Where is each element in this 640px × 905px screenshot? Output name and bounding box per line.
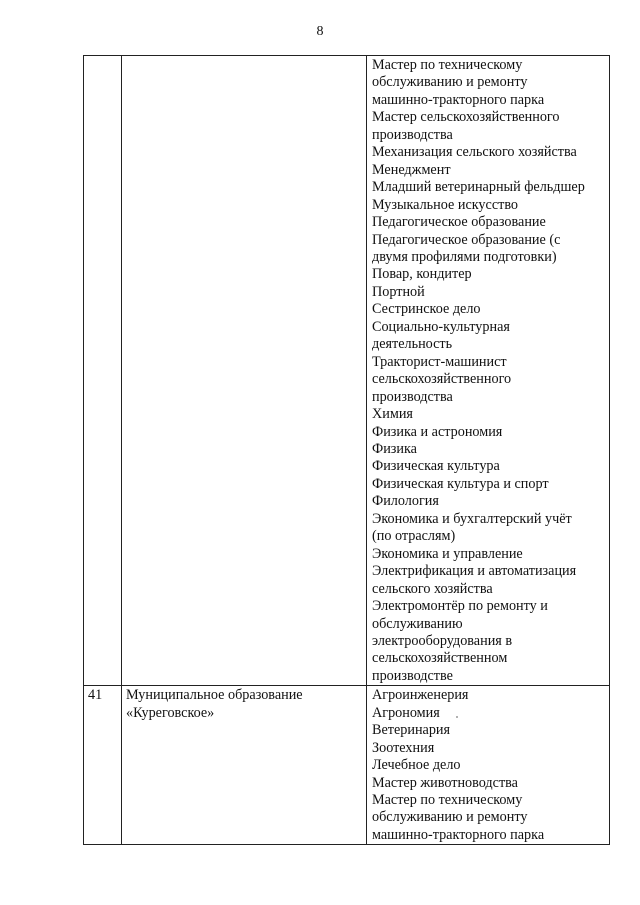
municipality-cell [122, 56, 367, 686]
row-number-cell [84, 56, 122, 686]
row-number: 41 [88, 687, 103, 704]
specialty-line: машинно-тракторного парка [372, 826, 545, 843]
specialty-line: Лечебное дело [372, 757, 461, 774]
specialty-line: Химия [372, 406, 413, 423]
specialty-line: Менеджмент [372, 161, 451, 178]
specialty-line: Механизация сельского хозяйства [372, 144, 577, 161]
specialties-table [83, 55, 610, 845]
specialty-line: деятельность [372, 336, 453, 353]
municipality-name-line: «Куреговское» [126, 704, 215, 721]
specialty-line: Тракторист-машинист [372, 353, 507, 370]
specialty-line: Физика и астрономия [372, 423, 503, 440]
specialty-line: сельского хозяйства [372, 580, 493, 597]
specialty-line: Музыкальное искусство [372, 196, 519, 213]
specialty-line: Мастер по техническому [372, 57, 523, 73]
specialty-line: машинно-тракторного парка [372, 91, 545, 108]
specialty-line: двумя профилями подготовки) [372, 248, 557, 265]
specialty-line: сельскохозяйственном [372, 650, 508, 667]
page-number: 8 [316, 24, 324, 39]
specialty-line: Экономика и управление [372, 545, 523, 562]
specialty-line: Мастер по техническому [372, 792, 523, 809]
specialty-line: производства [372, 126, 453, 143]
specialty-line: Электромонтёр по ремонту и [372, 598, 548, 615]
specialty-line: Физика [372, 440, 417, 457]
row-number-cell [84, 686, 122, 845]
specialties-cell [367, 56, 610, 686]
specialty-line: Социально-культурная [372, 318, 510, 335]
specialty-line: обслуживанию и ремонту [372, 809, 528, 826]
municipality-name-line: Муниципальное образование [126, 687, 303, 704]
table-row [84, 686, 610, 845]
specialty-line: Агрономия [372, 704, 440, 721]
specialty-line: обслуживанию и ремонту [372, 74, 528, 91]
specialty-line: Педагогическое образование (с [372, 231, 561, 248]
specialty-line: сельскохозяйственного [372, 371, 512, 388]
specialty-line: Мастер животноводства [372, 774, 518, 791]
specialty-line: Агроинженерия [372, 687, 469, 704]
specialty-line: Ветеринария [372, 722, 451, 739]
specialty-line: (по отраслям) [372, 528, 456, 545]
specialty-line: Сестринское дело [372, 301, 481, 318]
specialty-line: электрооборудования в [372, 632, 513, 649]
table-row [84, 56, 610, 686]
table-body [84, 56, 610, 845]
scan-speck [456, 716, 458, 718]
specialty-line: Портной [372, 283, 425, 300]
municipality-cell [122, 686, 367, 845]
specialty-line: обслуживанию [372, 615, 463, 632]
specialty-line: Младший ветеринарный фельдшер [372, 179, 585, 196]
specialty-line: Мастер сельскохозяйственного [372, 109, 560, 126]
specialties-cell [367, 686, 610, 845]
specialty-line: Экономика и бухгалтерский учёт [372, 510, 572, 527]
specialty-line: производства [372, 388, 453, 405]
specialty-line: производстве [372, 667, 453, 684]
specialty-line: Повар, кондитер [372, 266, 472, 283]
specialty-line: Физическая культура и спорт [372, 475, 549, 492]
specialty-line: Педагогическое образование [372, 214, 546, 231]
specialty-line: Зоотехния [372, 739, 435, 756]
specialty-line: Электрификация и автоматизация [372, 563, 577, 580]
specialty-line: Филология [372, 493, 439, 510]
specialty-line: Физическая культура [372, 458, 500, 475]
